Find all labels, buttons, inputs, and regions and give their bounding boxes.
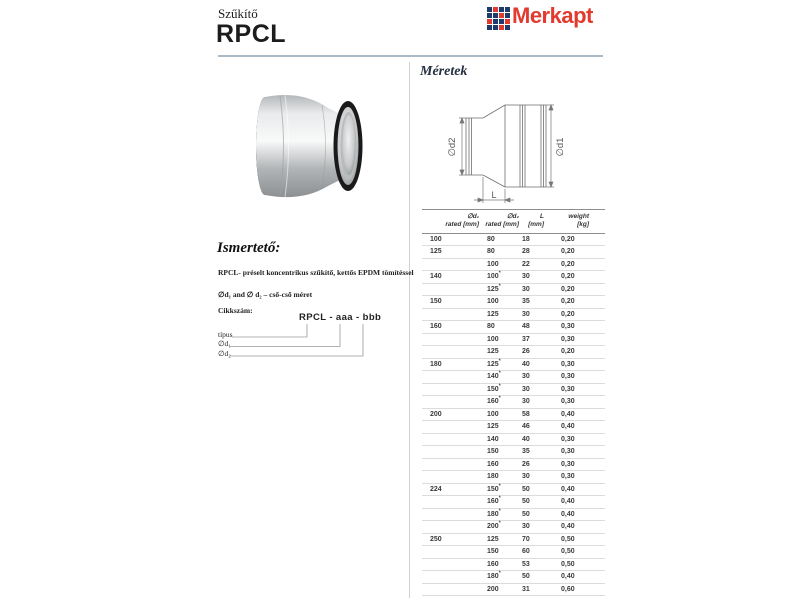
table-row: 224 150* 50 0,40 — [422, 483, 605, 496]
legend-type-label: típus — [218, 330, 233, 339]
product-photo — [250, 88, 380, 203]
table-row: 100 37 0,30 — [422, 333, 605, 346]
header-divider — [218, 55, 603, 57]
table-row: 140 40 0,30 — [422, 433, 605, 446]
column-divider — [409, 62, 410, 598]
table-row: 160 26 0,30 — [422, 458, 605, 471]
brand-name: Merkapt — [512, 3, 593, 28]
logo-grid-square — [487, 13, 492, 18]
d1-label: ∅d1 — [555, 137, 566, 157]
table-row: 160 53 0,50 — [422, 558, 605, 571]
table-row: 150 100 35 0,20 — [422, 296, 605, 309]
size-table-body — [422, 233, 605, 596]
d2-label: ∅d2 — [447, 137, 458, 157]
table-row: 140* 30 0,30 — [422, 371, 605, 384]
table-row: 100 22 0,20 — [422, 258, 605, 271]
table-row: 125 46 0,40 — [422, 421, 605, 434]
table-row: 160* 50 0,40 — [422, 496, 605, 509]
d2-dimension — [447, 118, 466, 175]
d1-dimension — [546, 105, 566, 187]
logo-grid-square — [493, 19, 498, 24]
logo-grid-square — [505, 19, 510, 24]
description-heading: Ismertető: — [217, 240, 281, 256]
product-type: Szűkítő — [218, 6, 258, 21]
dimensions-heading: Méretek — [420, 64, 468, 79]
table-row: 125 30 0,20 — [422, 308, 605, 321]
logo-grid-square — [493, 25, 498, 30]
logo-grid-square — [487, 19, 492, 24]
table-row: 200 31 0,60 — [422, 583, 605, 596]
page-title: RPCL — [216, 20, 287, 48]
size-table-container — [422, 209, 605, 596]
header-length: L [mm] — [528, 213, 544, 229]
table-row: 125* 30 0,20 — [422, 283, 605, 296]
order-code: RPCL - aaa - bbb — [299, 312, 382, 323]
legend-d2-label: ∅d₂ — [218, 348, 231, 358]
logo-grid-square — [499, 7, 504, 12]
reducer-outline — [466, 105, 546, 187]
table-row: 150 60 0,50 — [422, 546, 605, 559]
legend-d1-label: ∅d₁ — [218, 339, 231, 348]
dimension-diagram — [430, 92, 608, 210]
table-row: 150* 30 0,30 — [422, 383, 605, 396]
order-number-label: Cikkszám: — [218, 306, 253, 315]
logo-grid-square — [505, 13, 510, 18]
logo-grid-square — [499, 19, 504, 24]
logo-grid-square — [505, 7, 510, 12]
table-row: 160* 30 0,30 — [422, 396, 605, 409]
table-row: 180 30 0,30 — [422, 471, 605, 484]
table-row: 100 80 18 0,20 — [422, 233, 605, 246]
table-row: 180* 50 0,40 — [422, 571, 605, 584]
table-row: 180* 50 0,40 — [422, 508, 605, 521]
logo-grid-square — [505, 25, 510, 30]
table-row: 200 100 58 0,40 — [422, 408, 605, 421]
right-gasket-ring — [334, 101, 363, 191]
logo-grid-square — [499, 25, 504, 30]
logo-grid-square — [487, 25, 492, 30]
header-d1: ∅d₁ rated [mm] — [445, 213, 479, 229]
brand-logo — [487, 4, 593, 30]
table-row: 125 80 28 0,20 — [422, 246, 605, 259]
description-line-2: ∅d₁ and ∅ d₂ – cső-cső méret — [218, 290, 313, 299]
logo-grid-square — [487, 7, 492, 12]
order-code-connector-lines — [215, 318, 375, 362]
table-header-row — [422, 210, 605, 234]
logo-grid-icon — [487, 7, 510, 30]
logo-grid-square — [493, 7, 498, 12]
logo-grid-square — [493, 13, 498, 18]
table-row: 140 100* 30 0,20 — [422, 271, 605, 284]
header-weight: weight [kg] — [568, 213, 589, 229]
size-table — [422, 209, 605, 596]
table-row: 160 80 48 0,30 — [422, 321, 605, 334]
description-line-1: RPCL- préselt koncentrikus szűkítő, kettős EPDM tömítéssel — [218, 268, 414, 277]
length-label: L — [491, 190, 497, 200]
header-d2: ∅d₂ rated [mm] — [485, 213, 519, 229]
logo-grid-square — [499, 13, 504, 18]
table-row: 200* 30 0,40 — [422, 521, 605, 534]
table-row: 250 125 70 0,50 — [422, 533, 605, 546]
table-row: 180 125* 40 0,30 — [422, 358, 605, 371]
table-row: 150 35 0,30 — [422, 446, 605, 459]
table-row: 125 26 0,20 — [422, 346, 605, 359]
